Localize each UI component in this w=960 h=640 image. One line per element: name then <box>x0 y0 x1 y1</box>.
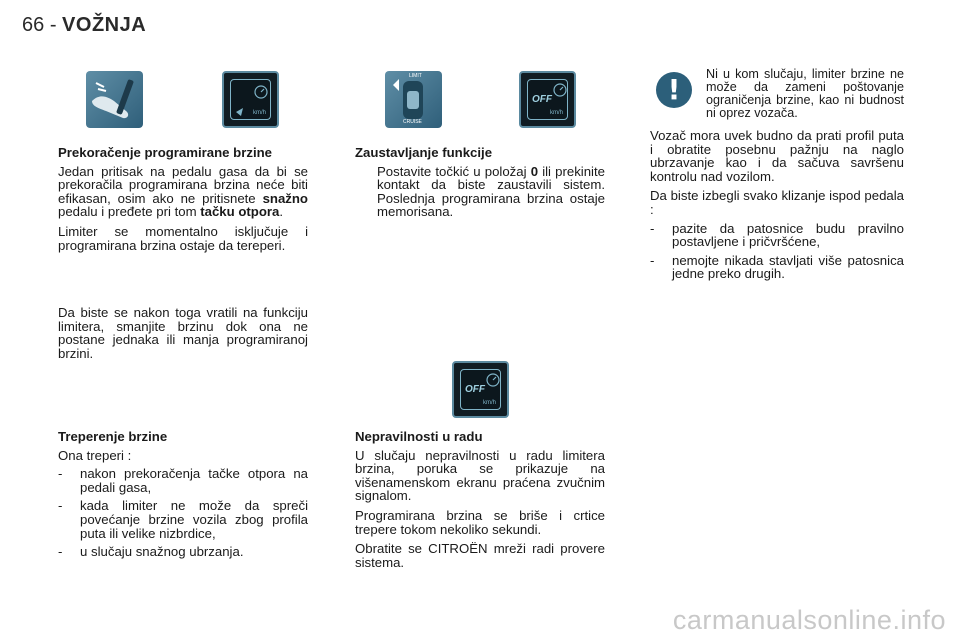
list-dash: - <box>650 252 655 268</box>
watermark: carmanualsonline.info <box>672 605 946 635</box>
list-text <box>377 165 605 219</box>
warning-icon: ! <box>656 72 692 108</box>
paragraph: Programirana brzina se briše i crtice trepere tokom nekoliko sekundi. <box>355 507 605 537</box>
speed-display-3 <box>452 361 509 418</box>
column-left-bottom <box>58 430 308 564</box>
list-item <box>58 467 308 494</box>
display-off-text: OFF <box>532 94 552 105</box>
header-separator: - <box>49 14 57 36</box>
text: ili prekinite kontakt da biste zaustavili sistem. Poslednja programirana brzina ostaje memorisana. <box>377 163 605 220</box>
display-unit: km/h <box>253 110 267 116</box>
list-text: u slučaju snažnog ubrzanja. <box>80 544 244 560</box>
stalk-label-cruise: CRUISE <box>403 119 422 125</box>
section-heading: Zaustavljanje funkcije <box>355 145 493 160</box>
display-screen <box>230 79 271 120</box>
text: Jedan pritisak na pedalu gasa da bi se prekoračila programirana brzina neće biti efikasan, osim ako ne pritisnete <box>58 163 308 206</box>
speedometer-icon <box>231 80 274 123</box>
paragraph: Obratite se CITROËN mreži radi provere sistema. <box>355 541 605 570</box>
column-middle-bottom <box>355 430 605 575</box>
page-number: 66 <box>22 14 45 36</box>
page-header <box>22 14 146 37</box>
column-left-lower <box>58 306 308 366</box>
page-title: VOŽNJA <box>62 14 147 36</box>
paragraph: Ona treperi : <box>58 447 132 463</box>
list-text: nemojte nikada stavljati više patosnica jedne preko drugih. <box>672 252 904 282</box>
list-item <box>58 499 308 540</box>
list-dash: - <box>58 466 63 482</box>
paragraph: Vozač mora uvek budno da prati profil puta i obratite posebnu pažnju na naglo ubrzavanje kao i da sačuva savršenu kontrolu nad vozilom. <box>650 128 904 184</box>
stalk-label-limit: LIMIT <box>409 73 422 79</box>
paragraph <box>58 165 308 219</box>
bullet-icon <box>355 165 377 219</box>
list-dash: - <box>58 544 63 560</box>
list-item <box>355 165 605 219</box>
list-dash: - <box>58 498 63 514</box>
column-right <box>650 129 904 286</box>
foot-pedal-icon <box>86 71 143 128</box>
paragraph: Da biste izbegli svako klizanje ispod pedala : <box>650 188 904 217</box>
list-dash: - <box>650 220 655 236</box>
paragraph: U slučaju nepravilnosti u radu limitera brzina, poruka se prikazuje na višenamenskom ekranu praćena zvučnim signalom. <box>355 447 605 504</box>
display-screen <box>527 79 568 120</box>
section-heading: Treperenje brzine <box>58 429 168 444</box>
display-unit: km/h <box>550 110 564 116</box>
bold-text: 0 <box>530 163 539 179</box>
bold-text: snažno <box>262 190 308 206</box>
list-item <box>58 545 308 559</box>
column-left <box>58 146 308 258</box>
list-text: pazite da patosnice budu pravilno postavljene i pričvršćene, <box>672 220 904 250</box>
paragraph: Da biste se nakon toga vratili na funkciju limitera, smanjite brzinu dok ona ne postane jednaka ili manja programiranoj brzini. <box>58 305 308 361</box>
list-text: nakon prekoračenja tačke otpora na pedali gasa, <box>80 466 308 495</box>
pedal-illustration <box>86 71 143 128</box>
text: Postavite točkić u položaj <box>377 163 527 179</box>
list-item <box>650 222 904 249</box>
bold-text: tačku otpora <box>200 204 280 220</box>
paragraph: Limiter se momentalno isključuje i programirana brzina ostaje da tereperi. <box>58 223 308 253</box>
speed-display-2 <box>519 71 576 128</box>
display-unit: km/h <box>483 400 497 406</box>
control-stalk-illustration <box>385 71 442 128</box>
list-item <box>650 254 904 281</box>
display-screen <box>460 369 501 410</box>
list-text: kada limiter ne može da spreči povećanje brzine vozila zbog profila puta ili velike nizbrdice, <box>80 498 308 541</box>
section-heading: Prekoračenje programirane brzine <box>58 145 273 160</box>
column-middle <box>355 146 605 224</box>
warning-text-block <box>706 68 904 126</box>
warning-text: Ni u kom slučaju, limiter brzine ne može da zameni poštovanje ograničenja brzine, kao ni budnost ni oprez vozača. <box>706 67 904 120</box>
section-heading: Nepravilnosti u radu <box>355 429 483 444</box>
text: pedalu i pređete pri tom <box>58 204 197 220</box>
display-off-text: OFF <box>465 384 485 395</box>
speed-display-1 <box>222 71 279 128</box>
text: . <box>279 204 284 220</box>
